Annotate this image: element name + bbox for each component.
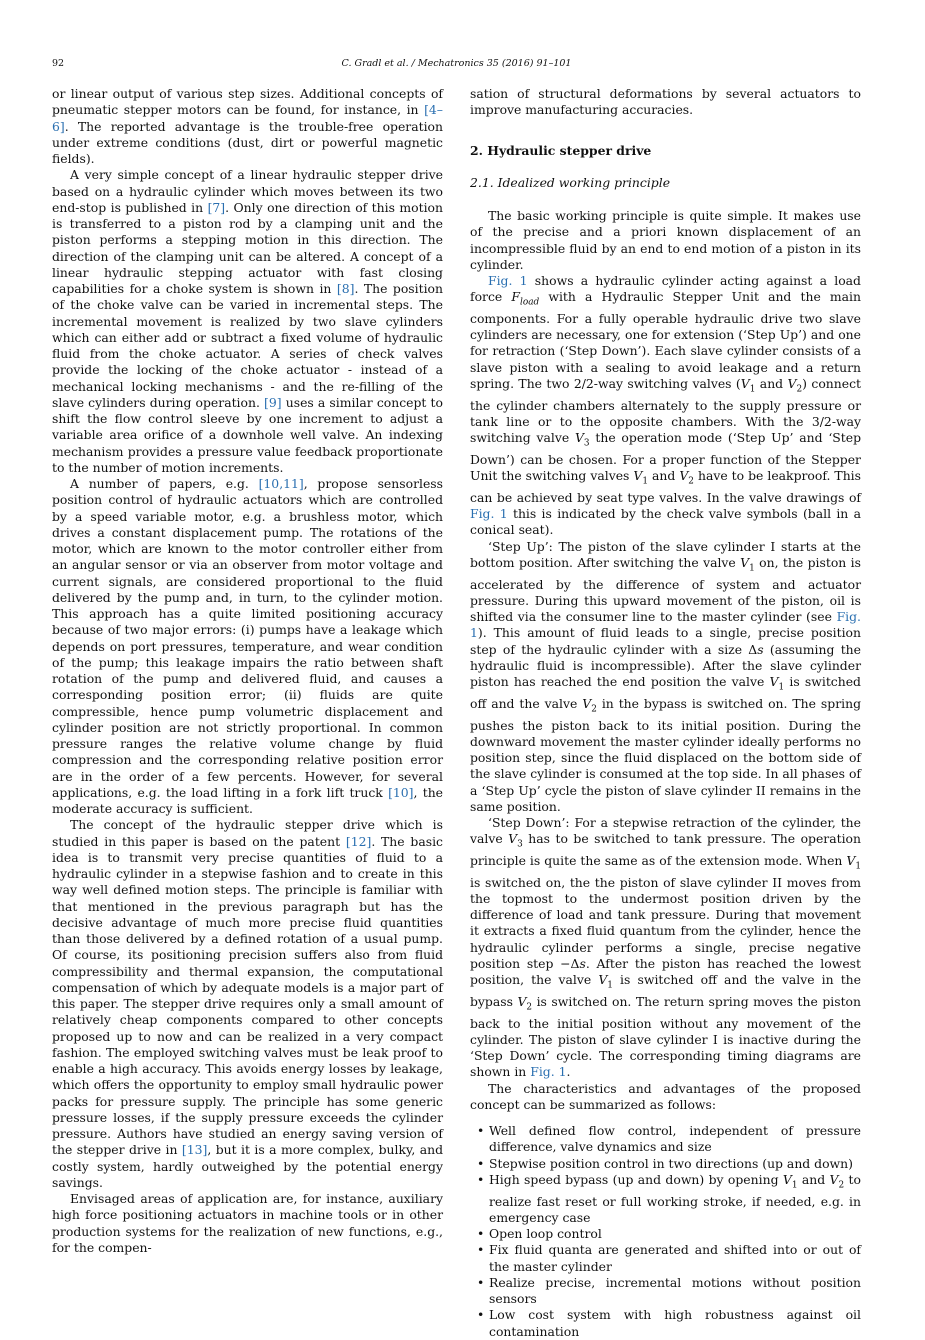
subsection-heading: 2.1. Idealized working principle — [470, 174, 671, 190]
list-item: • Open loop control — [477, 1226, 602, 1242]
citation-link[interactable]: [13] — [181, 1142, 208, 1158]
citation-link[interactable]: Fig. 1 — [530, 1064, 567, 1080]
math-symbol: V — [598, 972, 608, 988]
math-symbol: V — [740, 554, 750, 570]
body-paragraph: ‘Step Up’: The piston of the slave cylinder I starts at the bottom position. After switching the valve $V_1$ on, the piston is accelerated by the difference of system and actuator pressure. During this upward movement of the piston, oil is shifted via the consumer line to the master cylinder (see Fig. 1). This amount of fluid leads to a single, precise position step of the hydraulic cylinder with a size Δs (assuming the hydraulic fluid is incompressible). After the slave cylinder piston has reached the end position the valve $V_1$ is switched off and the valve $V_2$ in the bypass is switched on. The spring pushes the piston back to its initial position. During the downward movement the master cylinder ideally performs no position step, since the fluid displaced on the bottom side of the slave cylinder is consumed at the top side. In all phases of a ‘Step Up’ cycle the piston of slave cylinder II remains in the same position. — [470, 538, 862, 814]
continued-paragraph: sation of structural deformations by several actuators to improve manufacturing accuracies. — [470, 86, 861, 118]
math-subscript: 3 — [517, 839, 523, 850]
math-symbol: V — [787, 375, 797, 391]
bullet-icon: • — [477, 1155, 485, 1171]
citation-link[interactable]: [10,11] — [258, 476, 304, 491]
bullet-icon: • — [477, 1307, 485, 1323]
math-symbol: V — [846, 853, 856, 868]
math-subscript: 1 — [791, 1180, 798, 1191]
body-paragraph: ‘Step Down’: For a stepwise retraction of the cylinder, the valve $V_3$ has to be switched to tank pressure. The operation principle is quite the same as of the extension mode. When $V_1$ is switched on, the the piston of slave cylinder II moves from the topmost to the undermost position driven by the difference of load and tank pressure. During that movement it extracts a fixed fluid quantum from the cylinder, hence the hydraulic cylinder performs a single, precise negative position step −Δs. After the piston has reached the lowest position, the valve $V_1$ is switched off and the valve in the bypass $V_2$ is switched on. The return spring moves the piston back to the initial position without any movement of the cylinder. The piston of slave cylinder I is inactive during the ‘Step Down’ cycle. The corresponding timing diagrams are shown in Fig. 1. — [470, 815, 861, 1080]
citation-link[interactable]: [4–6] — [52, 102, 443, 134]
math-subscript: load — [519, 297, 540, 308]
math-subscript: 1 — [855, 861, 861, 872]
list-item: • Realize precise, incremental motions without position sensors — [477, 1274, 861, 1307]
body-paragraph: The basic working principle is quite simple. It makes use of the precise and a priori known displacement of an incompressible fluid by an end to end motion of a piston in its cylinder. — [470, 208, 861, 272]
math-symbol: V — [782, 1171, 792, 1187]
math-symbol: V — [633, 468, 643, 484]
math-symbol: s — [757, 641, 764, 657]
running-header — [52, 57, 861, 71]
math-subscript: 1 — [778, 682, 785, 693]
math-symbol: s — [579, 955, 586, 971]
math-symbol: V — [740, 375, 750, 391]
citation-link[interactable]: [7] — [207, 199, 226, 215]
math-symbol: V — [574, 430, 584, 446]
bullet-icon: • — [477, 1226, 485, 1242]
bullet-icon: • — [477, 1242, 485, 1258]
math-subscript: 1 — [607, 980, 613, 991]
list-item: • Low cost system with high robustness against oil contamination — [477, 1307, 861, 1339]
body-paragraph: A number of papers, e.g. [10,11], propose sensorless position control of hydraulic actuators which are controlled by a speed variable motor, e.g. a brushless motor, which drives a constant displacement pump. The rotations of the motor, which are known to the motor controller either from an angular sensor or via an observer from motor voltage and current signals, are considered proportional to the fluid delivered by the pump and, in turn, to the cylinder motion. This approach has a quite limited positioning accuracy because of two major errors: (i) pumps have a leakage which depends on port pressures, temperature, and wear condition of the pump; this leakage impairs the ratio between shaft rotation of the pump and delivered fluid, and causes a corresponding position error; (ii) fluids are quite compressible, hence pump volumetric displacement and cylinder position are not strictly proportional. In common pressure ranges the relative volume change by fluid compression and the corresponding relative position error are in the order of a few percents. However, for several applications, e.g. the load lifting in a fork lift truck [10], the moderate accuracy is sufficient. — [52, 476, 444, 816]
math-symbol: V — [769, 674, 779, 690]
math-symbol: V — [679, 468, 689, 484]
math-symbol: F — [511, 289, 520, 305]
citation-link[interactable]: [12] — [345, 833, 372, 849]
bullet-icon: • — [477, 1274, 485, 1290]
journal-citation: C. Gradl et al. / Mechatronics 35 (2016) 91–101 — [341, 58, 572, 69]
math-subscript: 2 — [526, 1002, 533, 1013]
list-item: • High speed bypass (up and down) by opening $V_1$ and $V_2$ to realize fast reset or full working stroke, if needed, e.g. in emergency case — [477, 1171, 861, 1225]
list-item: • Stepwise position control in two directions (up and down) — [477, 1155, 853, 1171]
section-heading: 2. Hydraulic stepper drive — [470, 142, 652, 158]
math-subscript: 1 — [642, 476, 649, 487]
citation-link[interactable]: [9] — [264, 394, 282, 410]
math-subscript: 2 — [796, 384, 803, 395]
math-subscript: 2 — [688, 476, 694, 487]
body-paragraph: A very simple concept of a linear hydraulic stepper drive based on a hydraulic cylinder which moves between its two end-stop is published in [7]. Only one direction of this motion is transferred to a piston rod by a clamping unit and the piston performs a stepping motion in this direction. The direction of the clamping unit can be altered. A concept of a linear hydraulic stepping actuator with fast closing capabilities for a choke system is shown in [8]. The position of the choke valve can be varied in incremental steps. The incremental movement is realized by two slave cylinders which can either add or subtract a fixed volume of hydraulic fluid from the choke actuator. A series of check valves provide the locking of the choke actuator - instead of a mechanical locking mechanisms - and the re-filling of the slave cylinders during operation. [9] uses a similar concept to shift the flow control sleeve by one increment to adjust a variable area orifice of a downhole well valve. An indexing mechanism provides a pressure value feedback proportionate to the number of motion increments. — [52, 167, 443, 475]
citation-link[interactable]: Fig. 1 — [470, 609, 861, 641]
math-subscript: 1 — [749, 563, 755, 574]
advantages-list — [470, 1123, 861, 1340]
math-subscript: 3 — [583, 438, 590, 449]
math-symbol: V — [582, 695, 592, 711]
left-paragraphs — [52, 86, 443, 1256]
body-paragraph: Envisaged areas of application are, for instance, auxiliary high force positioning actuators in machine tools or in other production systems for the realization of new functions, e.g., for the compen- — [52, 1191, 443, 1255]
body-paragraph: The concept of the hydraulic stepper drive which is studied in this paper is based on the patent [12]. The basic idea is to transmit very precise quantities of fluid to a hydraulic cylinder in a stepwise fashion and to create in this way well defined motion steps. The principle is familiar with that mentioned in the previous paragraph but has the decisive advantage of much more precise fluid quantities than those delivered by a defined rotation of a usual pump. Of course, its positioning precision suffers also from fluid compressibility and thermal expansion, the computational compensation of which by adequate models is a major part of this paper. The stepper drive requires only a small amount of relatively cheap components compared to other concepts proposed up to now and can be realized in a very compact fashion. The employed switching valves must be leak proof to enable a high accuracy. This avoids energy losses by leakage, which offers the opportunity to employ small hydraulic power packs for pressure supply. The principle has some generic pressure losses, if the supply pressure exceeds the cylinder pressure. Authors have studied an energy saving version of the stepper drive in [13], but it is a more complex, bulky, and costly system, hardly outweighed by the potential energy savings. — [52, 817, 444, 1190]
math-symbol: V — [517, 993, 527, 1009]
right-paragraphs — [470, 208, 861, 1113]
page-number: 92 — [52, 58, 65, 69]
citation-link[interactable]: Fig. 1 — [470, 506, 508, 522]
right-column — [470, 86, 861, 1340]
citation-link[interactable]: [10] — [388, 784, 414, 800]
math-symbol: V — [508, 831, 518, 847]
math-subscript: 1 — [749, 384, 756, 395]
bullet-icon: • — [477, 1123, 485, 1139]
citation-link[interactable]: [8] — [336, 281, 355, 296]
body-paragraph: or linear output of various step sizes. Additional concepts of pneumatic stepper motors can be found, for instance, in [4–6]. The reported advantage is the trouble-free operation under extreme conditions (dust, dirt or powerful magnetic fields). — [52, 86, 443, 166]
math-subscript: 2 — [838, 1180, 845, 1191]
left-column — [52, 86, 443, 1256]
math-symbol: V — [829, 1171, 839, 1187]
body-paragraph: Fig. 1 shows a hydraulic cylinder acting against a load force $F_{load}$ with a Hydraulic Stepper Unit and the main components. For a fully operable hydraulic drive two slave cylinders are necessary, one for extension (‘Step Up’) and one for retraction (‘Step Down’). Each slave cylinder consists of a slave piston with a sealing to avoid leakage and a return spring. The two 2/2-way switching valves ($V_1$ and $V_2$) connect the cylinder chambers alternately to the supply pressure or tank line or to the opposite chambers. With the 3/2-way switching valve $V_3$ the operation mode (‘Step Up’ and ‘Step Down’) can be chosen. For a proper function of the Stepper Unit the switching valves $V_1$ and $V_2$ have to be leakproof. This can be achieved by seat type valves. In the valve drawings of Fig. 1 this is indicated by the check valve symbols (ball in a conical seat). — [470, 273, 861, 538]
list-item: • Well defined flow control, independent of pressure difference, valve dynamics and size — [477, 1123, 861, 1155]
body-paragraph: The characteristics and advantages of the proposed concept can be summarized as follows: — [470, 1080, 861, 1112]
math-subscript: 2 — [591, 704, 597, 715]
citation-link[interactable]: Fig. 1 — [488, 273, 528, 288]
bullet-icon: • — [477, 1171, 485, 1187]
list-item: • Fix fluid quanta are generated and shifted into or out of the master cylinder — [477, 1242, 861, 1274]
